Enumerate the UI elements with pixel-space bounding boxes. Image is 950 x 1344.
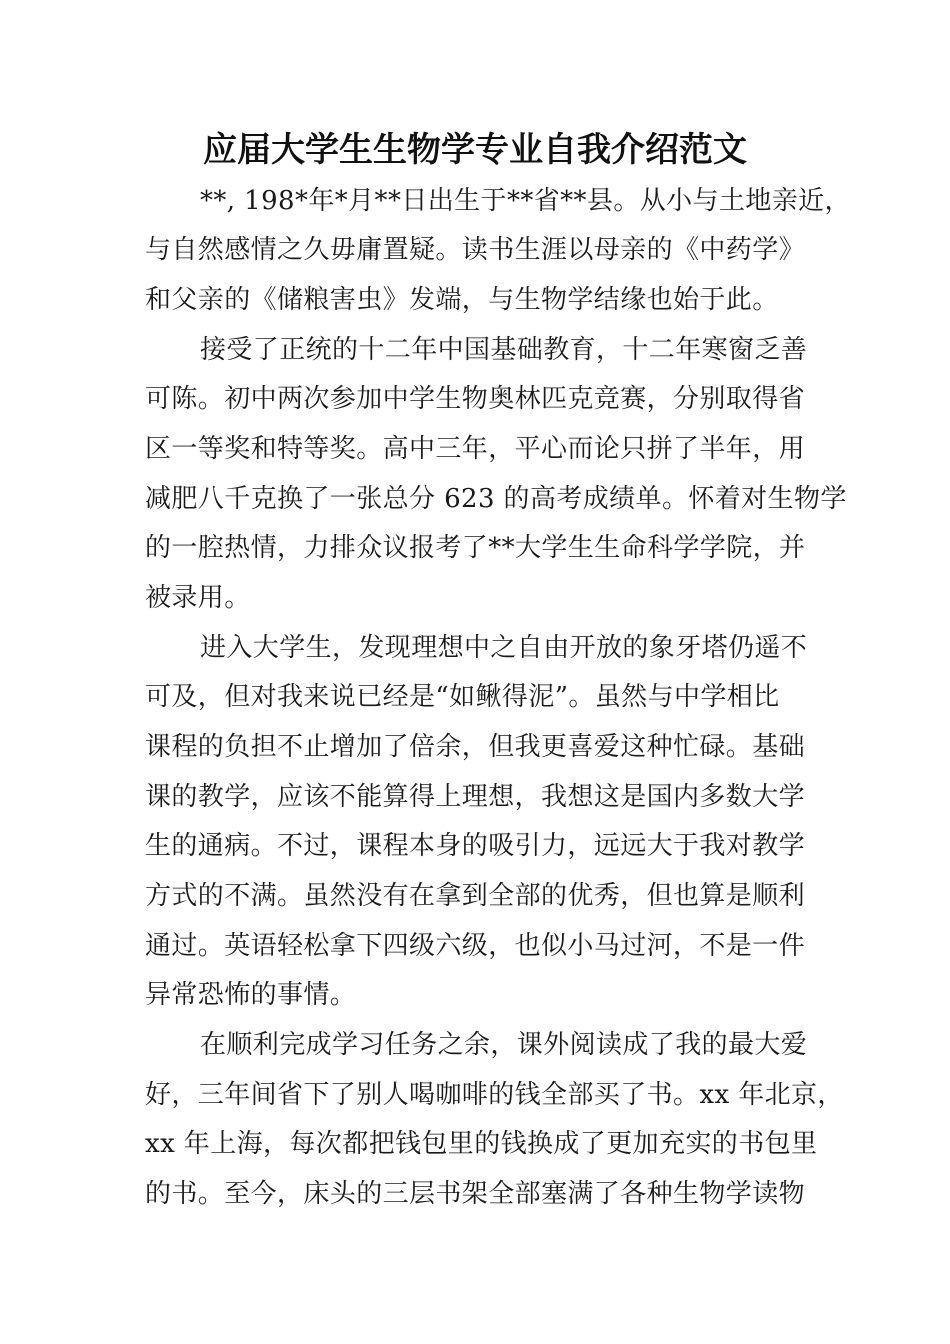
text-line: 课程的负担不止增加了倍余，但我更喜爱这种忙碌。基础 [145,732,806,762]
text-line: 异常恐怖的事情。 [145,980,357,1010]
text-line: 被录用。 [145,583,251,613]
document-title: 应届大学生生物学专业自我介绍范文 [203,130,747,170]
text-line: 生的通病。不过，课程本身的吸引力，远远大于我对教学 [145,831,806,861]
text-line: 的书。至今，床头的三层书架全部塞满了各种生物学读物 [145,1179,806,1209]
text-line: 好，三年间省下了别人喝咖啡的钱全部买了书。xx 年北京， [145,1080,844,1110]
text-line: 的一腔热情，力排众议报考了**大学生生命科学学院，并 [145,533,806,563]
text-line: 进入大学生，发现理想中之自由开放的象牙塔仍遥不 [200,633,808,663]
text-line: **, 198*年*月**日出生于**省**县。从小与土地亲近， [200,186,851,216]
text-line: 与自然感情之久毋庸置疑。读书生涯以母亲的《中药学》 [145,235,806,265]
text-line: 课的教学，应该不能算得上理想，我想这是国内多数大学 [145,782,806,812]
text-line: 减肥八千克换了一张总分 623 的高考成绩单。怀着对生物学 [145,484,847,514]
text-line: xx 年上海，每次都把钱包里的钱换成了更加充实的书包里 [145,1129,818,1159]
text-line: 可及，但对我来说已经是“如鳅得泥”。虽然与中学相比 [145,682,780,712]
text-line: 和父亲的《储粮害虫》发端，与生物学结缘也始于此。 [145,285,779,315]
text-line: 接受了正统的十二年中国基础教育，十二年寒窗乏善 [200,335,808,365]
text-line: 在顺利完成学习任务之余，课外阅读成了我的最大爱 [200,1030,808,1060]
text-line: 通过。英语轻松拿下四级六级，也似小马过河，不是一件 [145,931,806,961]
text-line: 可陈。初中两次参加中学生物奥林匹克竞赛，分别取得省 [145,384,806,414]
text-line: 方式的不满。虽然没有在拿到全部的优秀，但也算是顺利 [145,881,806,911]
text-line: 区一等奖和特等奖。高中三年，平心而论只拼了半年，用 [145,434,806,464]
